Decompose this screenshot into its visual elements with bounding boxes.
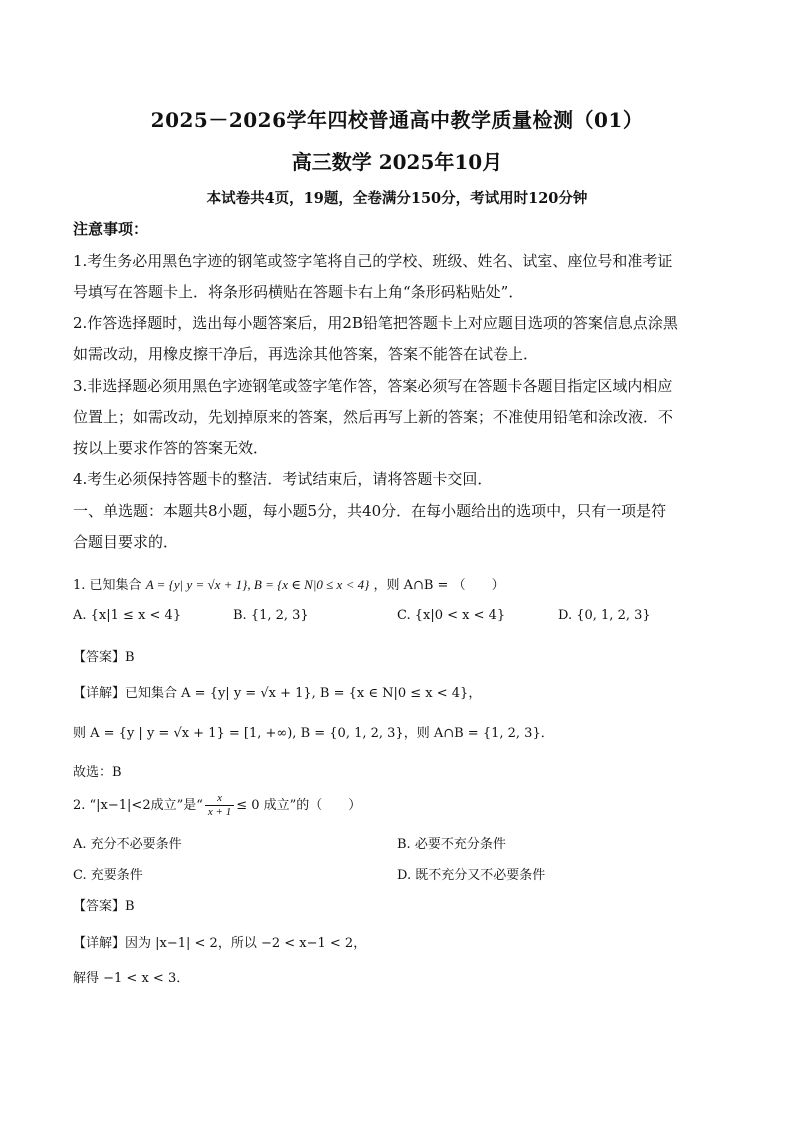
question-1-stem — [73, 574, 733, 593]
question-1-option-a: A. {x|1 ≤ x < 4} — [73, 608, 182, 623]
question-2-fraction-numerator: x — [205, 792, 234, 806]
question-2-fraction — [205, 792, 234, 819]
question-1-answer: 【答案】B — [73, 650, 135, 665]
note-4: 4.考生必须保持答题卡的整洁．考试结束后，请将答题卡交回． — [73, 470, 493, 488]
question-1-option-c: C. {x|0 < x < 4} — [397, 608, 506, 623]
question-1-suffix: ，则 A∩B = （ ） — [373, 578, 505, 593]
question-2-detail-label: 【详解】 — [73, 936, 126, 951]
question-1-detail-1 — [73, 682, 733, 701]
question-1-math: A = {y| y = √x + 1}, B = {x ∈ N|0 ≤ x < 4} — [145, 577, 370, 592]
question-2-answer: 【答案】B — [73, 899, 135, 914]
question-2-fraction-denominator: x + 1 — [207, 806, 232, 818]
question-1-option-b: B. {1, 2, 3} — [233, 608, 309, 623]
note-1-line-1: 1.考生务必用黑色字迹的钢笔或签字笔将自己的学校、班级、姓名、试室、座位号和准考证 — [73, 252, 673, 270]
question-2-prefix: 2. “|x−1|<2成立”是“ — [73, 798, 203, 813]
section-1-heading-line-2: 合题目要求的． — [73, 533, 179, 551]
exam-title: 2025－2026学年四校普通高中教学质量检测（01） — [150, 108, 644, 132]
question-2-option-a: A. 充分不必要条件 — [73, 837, 182, 852]
note-3-line-2: 位置上；如需改动，先划掉原来的答案，然后再写上新的答案；不准使用铅笔和涂改液．不 — [73, 408, 674, 426]
note-2-line-2: 如需改动，用橡皮擦干净后，再选涂其他答案，答案不能答在试卷上． — [73, 345, 539, 363]
question-2-detail-2: 解得 −1 < x < 3． — [73, 971, 190, 986]
exam-info: 本试卷共4页，19题，全卷满分150分，考试用时120分钟 — [206, 190, 588, 207]
question-2-option-c: C. 充要条件 — [73, 868, 143, 883]
question-2-detail-text-1: 因为 |x−1| < 2，所以 −2 < x−1 < 2， — [125, 936, 367, 951]
question-1-prefix: 1. 已知集合 — [73, 578, 142, 593]
question-1-choice: 故选：B — [73, 765, 122, 780]
note-2-line-1: 2.作答选择题时，选出每小题答案后，用2B铅笔把答题卡上对应题目选项的答案信息点涂黑 — [73, 314, 678, 332]
question-1-detail-text-1: 已知集合 A = {y| y = √x + 1}, B = {x ∈ N|0 ≤ x < 4}， — [125, 686, 482, 701]
section-1-heading-line-1: 一、单选题：本题共8小题，每小题5分，共40分．在每小题给出的选项中，只有一项是符 — [73, 502, 667, 520]
question-2-option-b: B. 必要不充分条件 — [397, 837, 506, 852]
exam-subtitle: 高三数学 2025年10月 — [291, 150, 503, 174]
question-1-detail-label: 【详解】 — [73, 686, 126, 701]
question-1-detail-2: 则 A = {y | y = √x + 1} = [1, +∞), B = {0, 1, 2, 3}，则 A∩B = {1, 2, 3}． — [73, 726, 554, 741]
question-2-stem — [73, 792, 733, 819]
notes-heading: 注意事项： — [73, 220, 149, 238]
note-3-line-1: 3.非选择题必须用黑色字迹钢笔或签字笔作答，答案必须写在答题卡各题目指定区域内相应 — [73, 377, 673, 395]
note-1-line-2: 号填写在答题卡上．将条形码横贴在答题卡右上角“条形码粘贴处”． — [73, 283, 524, 301]
note-3-line-3: 按以上要求作答的答案无效． — [73, 439, 269, 457]
question-2-detail-1 — [73, 932, 733, 951]
question-1-option-d: D. {0, 1, 2, 3} — [558, 608, 651, 623]
question-2-option-d: D. 既不充分又不必要条件 — [397, 868, 546, 883]
question-2-suffix: ≤ 0 成立”的（ ） — [236, 798, 362, 813]
